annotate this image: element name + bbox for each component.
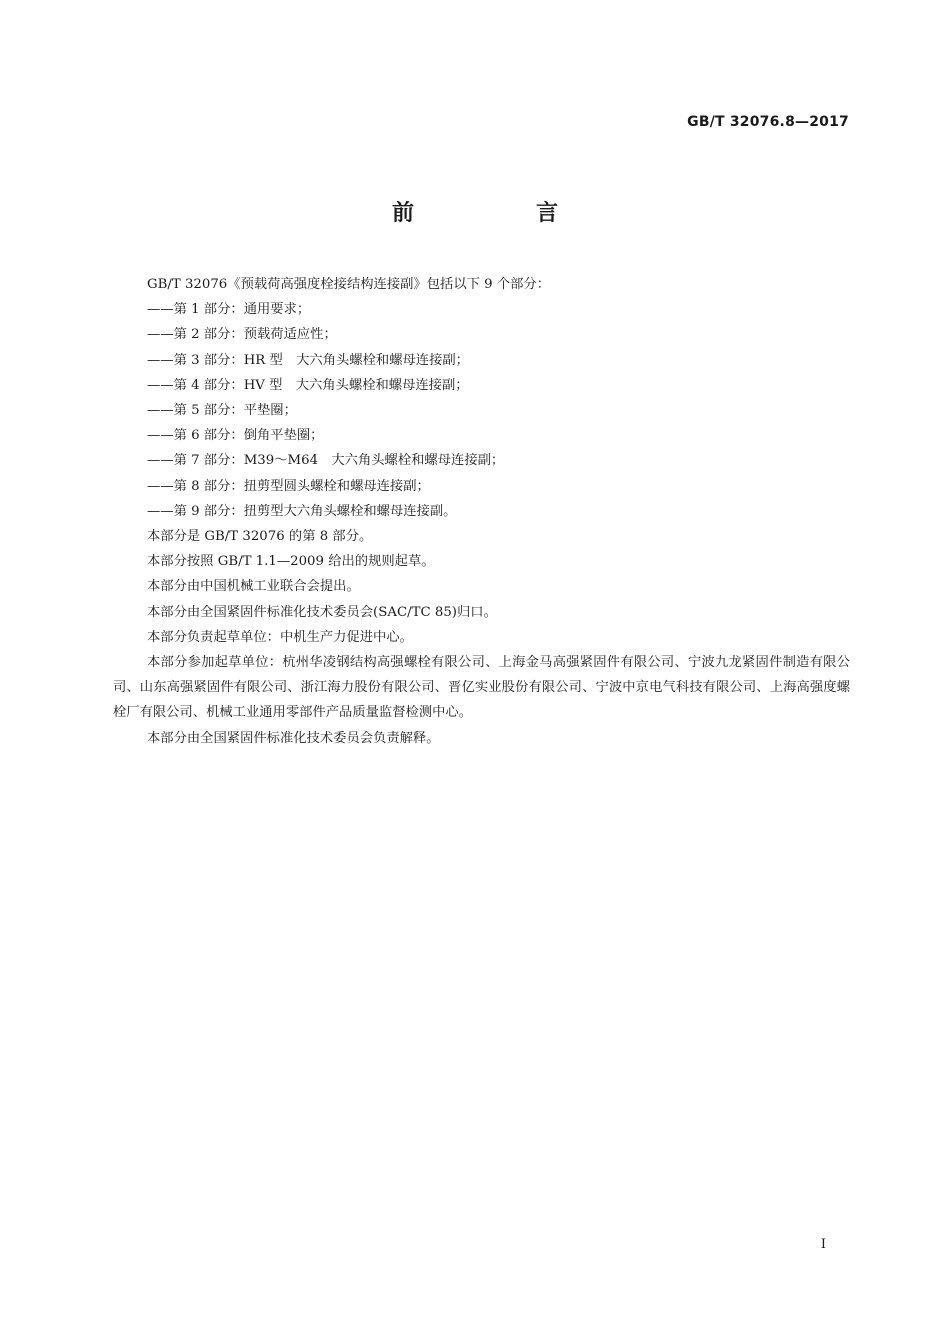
list-item-part-8: ——第 8 部分：扭剪型圆头螺栓和螺母连接副； bbox=[147, 478, 430, 494]
list-item-part-7: ——第 7 部分：M39～M64 大六角头螺栓和螺母连接副； bbox=[147, 453, 505, 469]
paragraph-proposed-by: 本部分由中国机械工业联合会提出。 bbox=[147, 579, 360, 595]
paragraph-intro: GB/T 32076《预载荷高强度栓接结构连接副》包括以下 9 个部分： bbox=[147, 277, 551, 292]
paragraph-part-statement: 本部分是 GB/T 32076 的第 8 部分。 bbox=[147, 529, 373, 545]
list-item-part-9: ——第 9 部分：扭剪型大六角头螺栓和螺母连接副。 bbox=[147, 503, 457, 519]
paragraph-lead-drafter: 本部分负责起草单位：中机生产力促进中心。 bbox=[147, 629, 413, 645]
page-title: 前 言 bbox=[391, 201, 608, 226]
list-item-part-1: ——第 1 部分：通用要求； bbox=[147, 302, 311, 318]
page-number: I bbox=[820, 1237, 826, 1252]
paragraph-drafting-rules: 本部分按照 GB/T 1.1—2009 给出的规则起草。 bbox=[147, 554, 435, 570]
paragraph-interpretation: 本部分由全国紧固件标准化技术委员会负责解释。 bbox=[147, 730, 440, 746]
list-item-part-6: ——第 6 部分：倒角平垫圈； bbox=[147, 428, 324, 444]
foreword-body bbox=[113, 272, 850, 751]
list-item-part-2: ——第 2 部分：预载荷适应性； bbox=[147, 327, 337, 343]
list-item-part-4: ——第 4 部分：HV 型 大六角头螺栓和螺母连接副； bbox=[147, 377, 469, 393]
paragraph-centralized-by: 本部分由全国紧固件标准化技术委员会(SAC/TC 85)归口。 bbox=[147, 604, 497, 620]
paragraph-participating-drafters: 本部分参加起草单位：杭州华凌钢结构高强螺栓有限公司、上海金马高强紧固件有限公司、宁波九龙紧固件制造有限公司、山东高强紧固件有限公司、浙江海力股份有限公司、晋亿实业股份有限公司、宁波中京电气科技有限公司、上海高强度螺栓厂有限公司、机械工业通用零部件产品质量监督检测中心。 bbox=[113, 655, 850, 721]
standard-code: GB/T 32076.8—2017 bbox=[687, 114, 849, 130]
list-item-part-5: ——第 5 部分：平垫圈； bbox=[147, 403, 297, 419]
list-item-part-3: ——第 3 部分：HR 型 大六角头螺栓和螺母连接副； bbox=[147, 352, 469, 368]
